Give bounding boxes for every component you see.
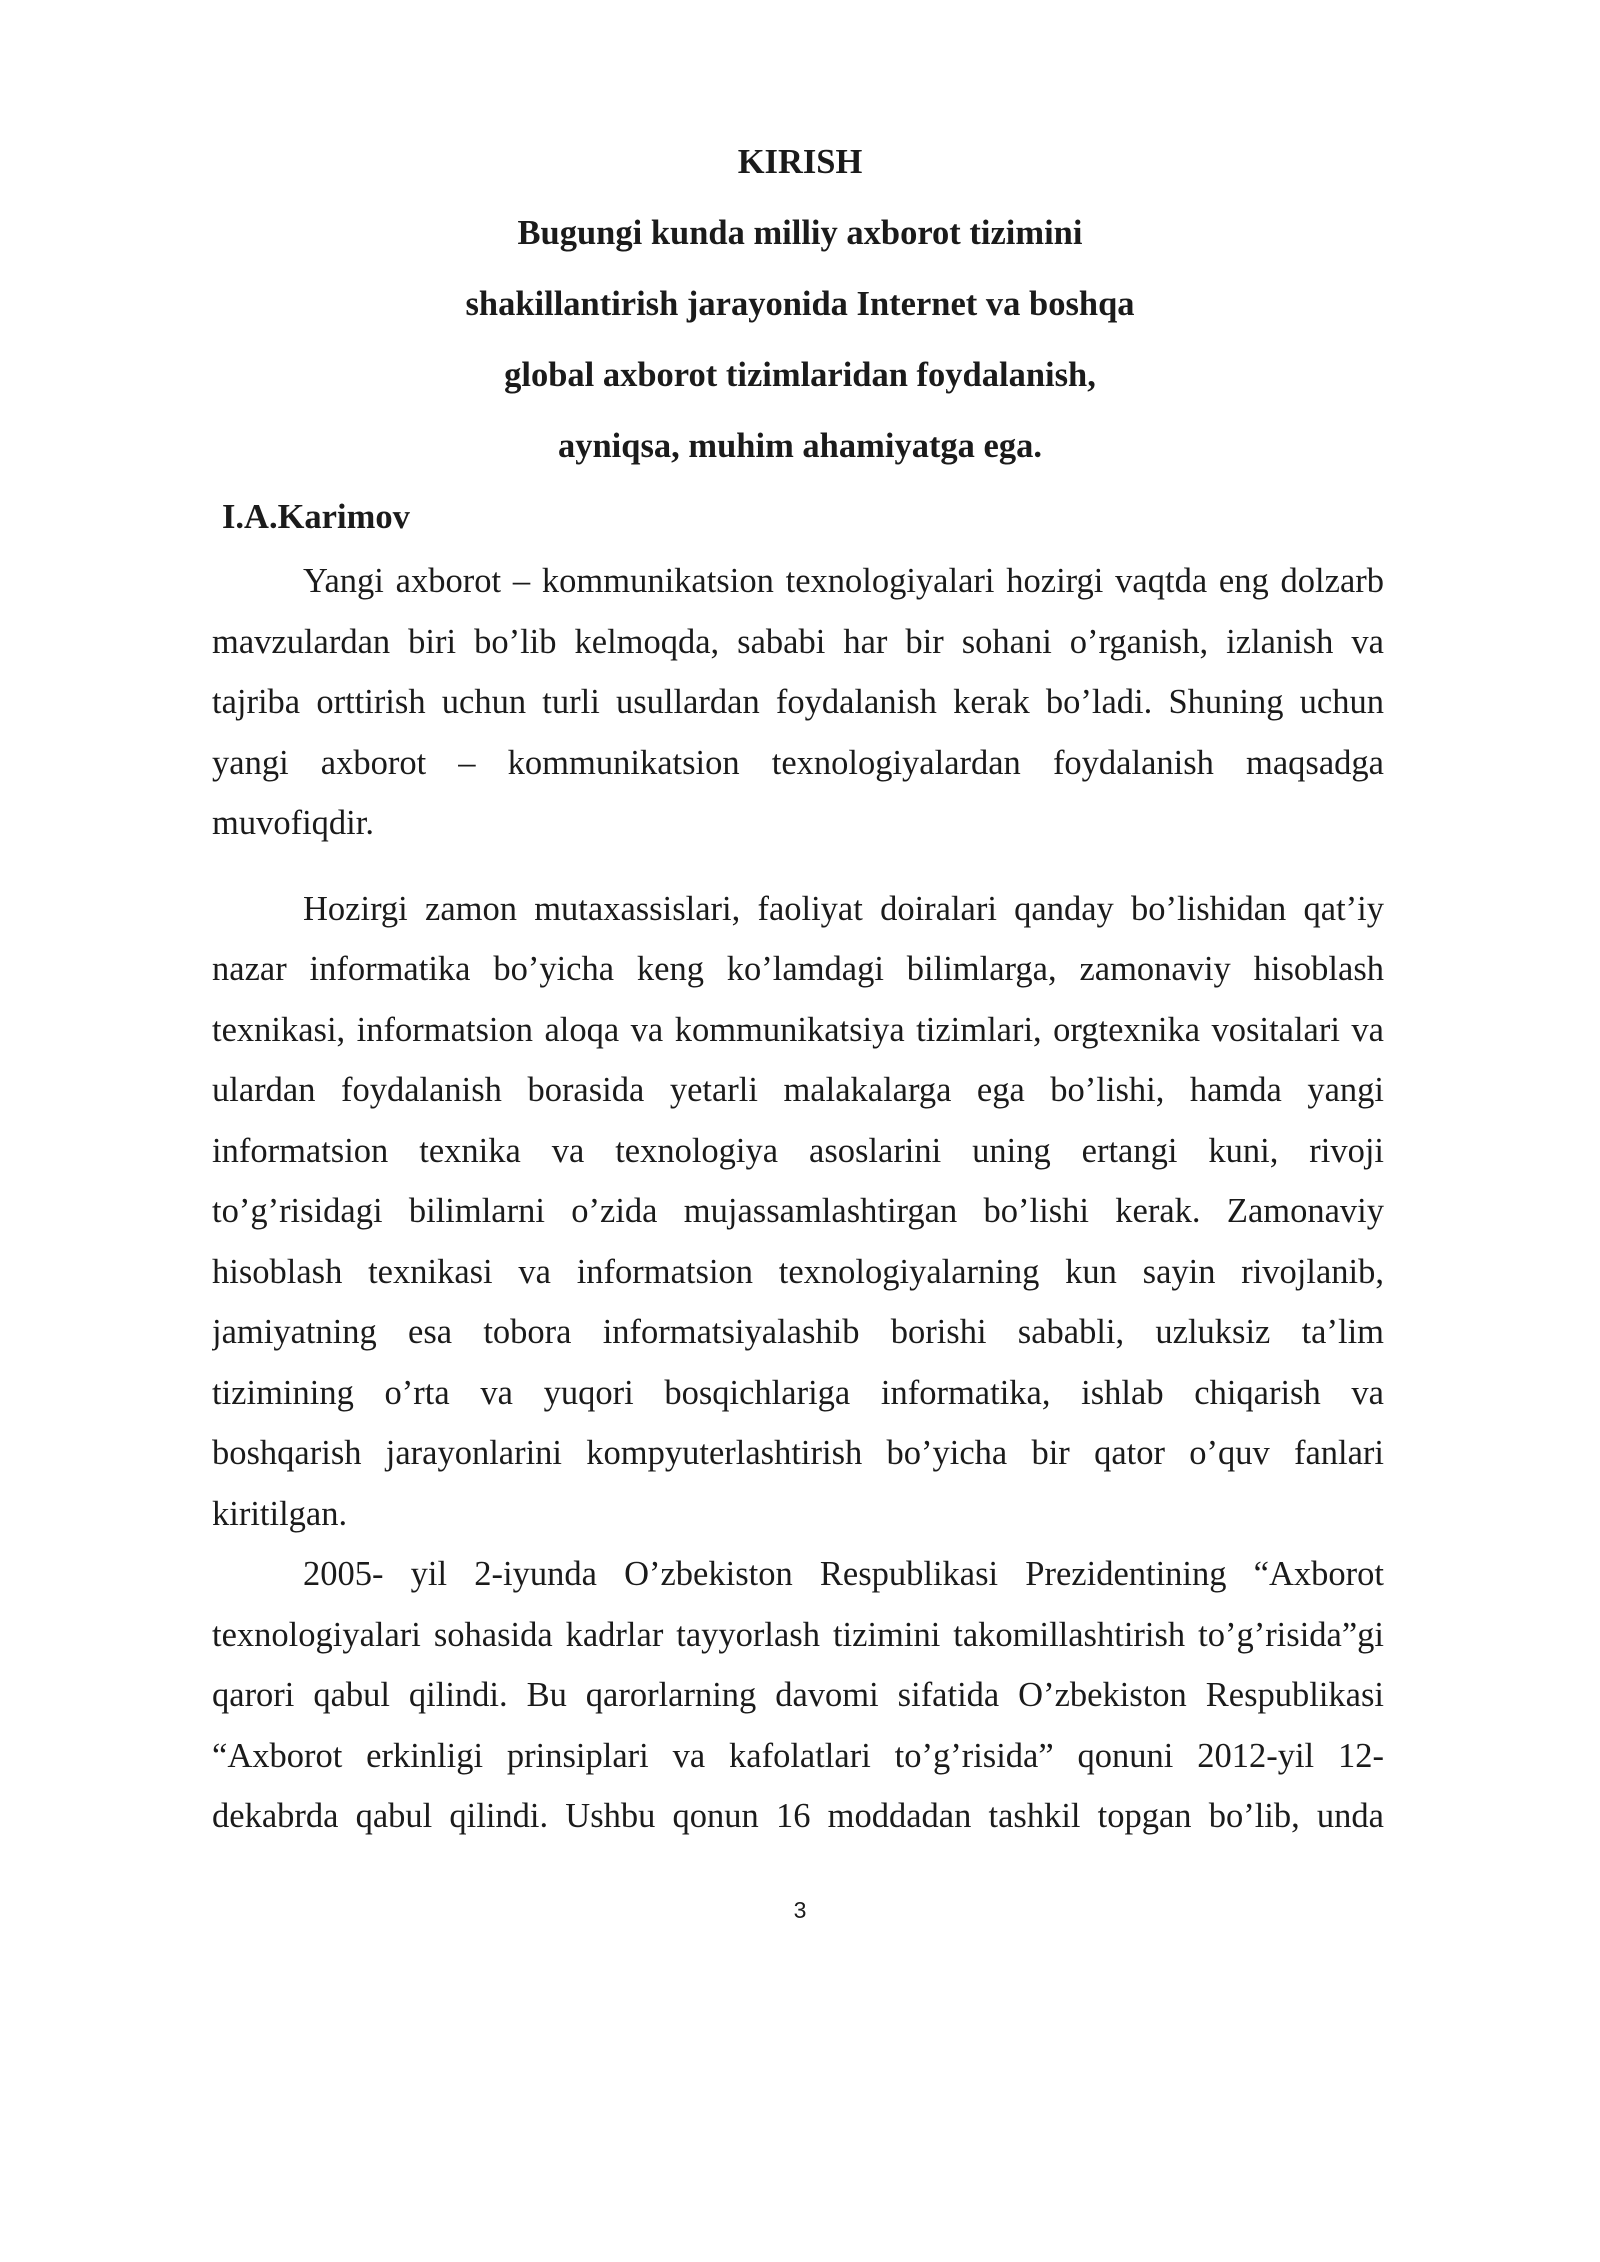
paragraph-line: tajriba orttirish uchun turli usullardan foydalanish kerak bo’ladi. Shuning uchun (212, 683, 1384, 721)
paragraph (212, 1544, 1384, 1847)
paragraph-line: texnikasi, informatsion aloqa va kommunikatsiya tizimlari, orgtexnika vositalari va (212, 1010, 1384, 1049)
epigraph-line: global axborot tizimlaridan foydalanish, (504, 356, 1096, 394)
epigraph-line: ayniqsa, muhim ahamiyatga ega. (557, 427, 1042, 465)
body-text (212, 551, 1384, 1847)
paragraph-line: kiritilgan. (212, 1494, 348, 1533)
paragraph (212, 551, 1384, 854)
page-number: 3 (793, 1897, 807, 1923)
paragraph-line: nazar informatika bo’yicha keng ko’lamdagi bilimlarga, zamonaviy hisoblash (212, 950, 1384, 988)
paragraph-line: to’g’risidagi bilimlarni o’zida mujassamlashtirgan bo’lishi kerak. Zamonaviy (212, 1192, 1384, 1230)
paragraph-line: “Axborot erkinligi prinsiplari va kafolatlari to’g’risida” qonuni 2012-yil 12- (212, 1736, 1384, 1775)
paragraph-line: mavzulardan biri bo’lib kelmoqda, sababi har bir sohani o’rganish, izlanish va (212, 622, 1384, 661)
paragraph-line: yangi axborot – kommunikatsion texnologiyalardan foydalanish maqsadga (212, 743, 1384, 782)
paragraph-line: dekabrda qabul qilindi. Ushbu qonun 16 moddadan tashkil topgan bo’lib, unda (212, 1797, 1384, 1835)
epigraph-author: I.A.Karimov (222, 498, 410, 536)
paragraph-line: 2005- yil 2-iyunda O’zbekiston Respublikasi Prezidentining “Axborot (303, 1555, 1384, 1593)
paragraph-line: tizimining o’rta va yuqori bosqichlariga informatika, ishlab chiqarish va (212, 1373, 1384, 1412)
paragraph-line: Yangi axborot – kommunikatsion texnologiyalari hozirgi vaqtda eng dolzarb (303, 562, 1384, 600)
paragraph-line: qarori qabul qilindi. Bu qarorlarning davomi sifatida O’zbekiston Respublikasi (212, 1676, 1384, 1714)
paragraph-line: boshqarish jarayonlarini kompyuterlashtirish bo’yicha bir qator o’quv fanlari (212, 1434, 1384, 1472)
paragraph-line: muvofiqdir. (212, 804, 374, 842)
section-heading (0, 127, 1600, 553)
section-title: KIRISH (737, 143, 863, 181)
epigraph-line: Bugungi kunda milliy axborot tizimini (517, 214, 1083, 252)
paragraph-line: texnologiyalari sohasida kadrlar tayyorlash tizimini takomillashtirish to’g’risida”gi (212, 1615, 1384, 1654)
paragraph-line: Hozirgi zamon mutaxassislari, faoliyat doiralari qanday bo’lishidan qat’iy (303, 889, 1384, 928)
paragraph-line: jamiyatning esa tobora informatsiyalashib borishi sababli, uzluksiz ta’lim (212, 1313, 1384, 1351)
epigraph-line: shakillantirish jarayonida Internet va boshqa (465, 285, 1135, 323)
paragraph-line: hisoblash texnikasi va informatsion texnologiyalarning kun sayin rivojlanib, (212, 1252, 1384, 1291)
paragraph-line: informatsion texnika va texnologiya asoslarini uning ertangi kuni, rivoji (212, 1131, 1384, 1170)
paragraph (212, 879, 1384, 1545)
paragraph-line: ulardan foydalanish borasida yetarli malakalarga ega bo’lishi, hamda yangi (212, 1071, 1384, 1109)
